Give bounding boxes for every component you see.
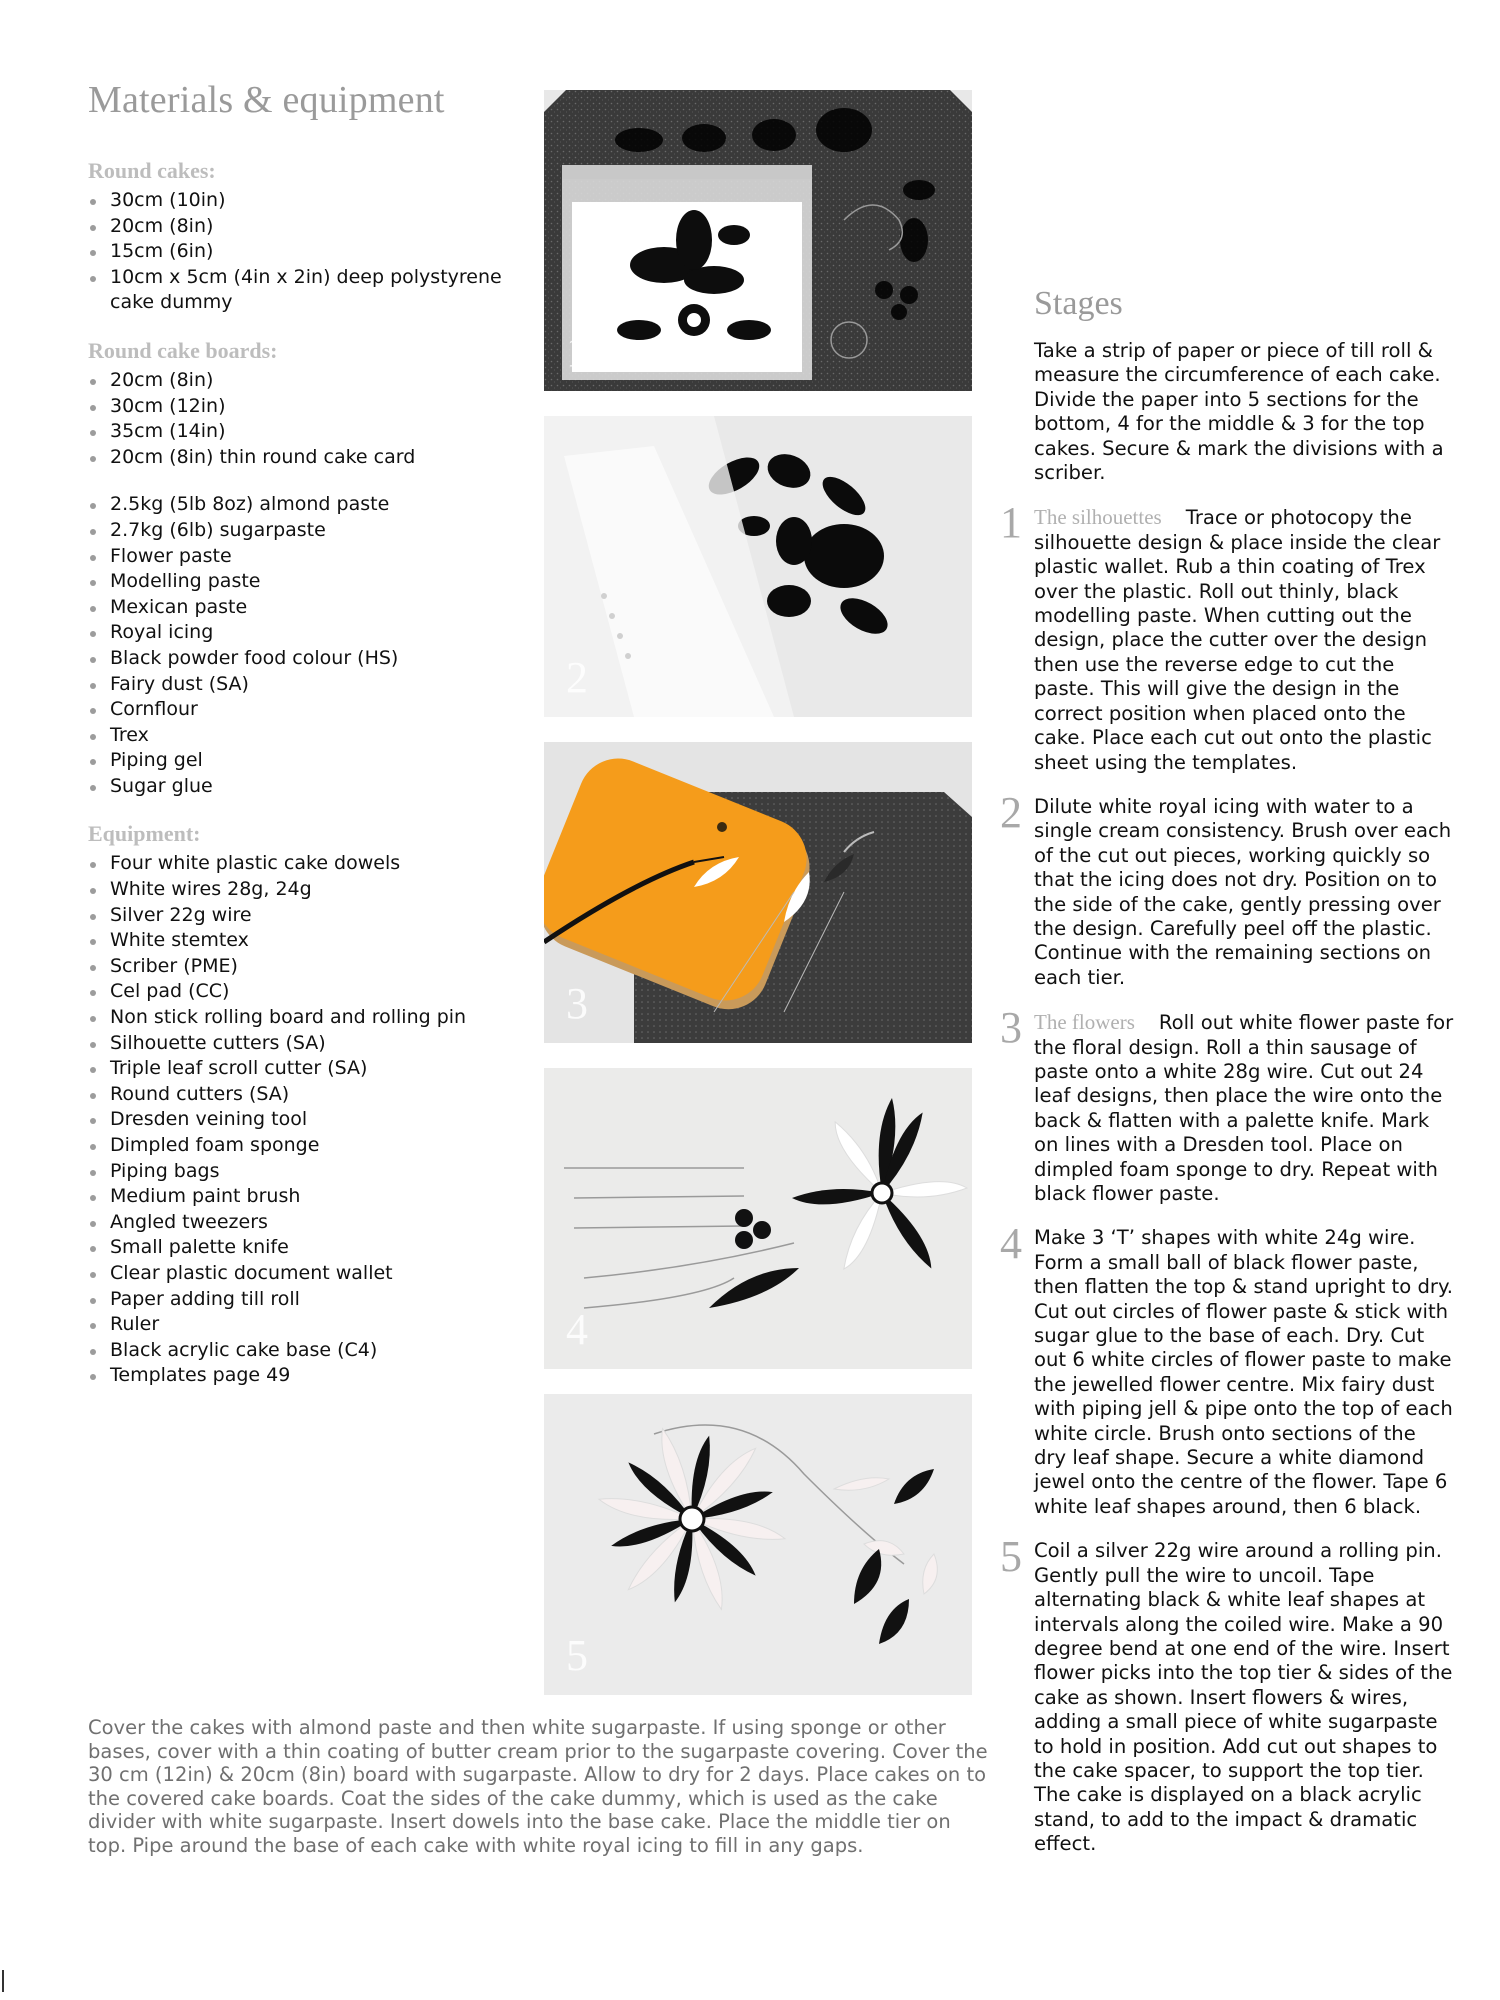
stage-number: 5 (1000, 1532, 1022, 1582)
round-boards-list (88, 368, 508, 470)
list-item: Four white plastic cake dowels (88, 851, 508, 877)
equipment-heading: Equipment: (88, 821, 201, 847)
round-boards-heading: Round cake boards: (88, 337, 278, 363)
materials-title: Materials & equipment (88, 79, 445, 121)
photo-number: 5 (566, 1631, 588, 1680)
list-item: White stemtex (88, 928, 508, 954)
photo-number: 3 (566, 979, 588, 1028)
flower-parts-photo-icon (544, 1068, 972, 1369)
photo-number: 4 (566, 1305, 588, 1354)
list-item: Non stick rolling board and rolling pin (88, 1005, 508, 1031)
photo-number: 2 (566, 653, 588, 702)
list-item: Modelling paste (88, 569, 508, 595)
stage-number: 3 (1000, 1003, 1022, 1053)
stage-3 (1000, 1003, 1454, 1206)
equipment-list (88, 851, 508, 1388)
list-item: Templates page 49 (88, 1363, 508, 1389)
stage-1 (1000, 498, 1454, 774)
stage-number: 4 (1000, 1219, 1022, 1269)
list-item: 30cm (10in) (88, 188, 508, 214)
list-item: 10cm x 5cm (4in x 2in) deep polystyrene cake dummy (88, 265, 508, 316)
stage-number: 2 (1000, 787, 1022, 837)
stage-number: 1 (1000, 498, 1022, 548)
stages-title: Stages (1034, 285, 1123, 322)
list-item: Trex (88, 723, 508, 749)
list-item: Cornflour (88, 697, 508, 723)
list-item: 30cm (12in) (88, 394, 508, 420)
photo-stage-4 (544, 1068, 972, 1369)
ingredients-list (88, 492, 508, 799)
list-item: Triple leaf scroll cutter (SA) (88, 1056, 508, 1082)
list-item: 20cm (8in) thin round cake card (88, 445, 508, 471)
stage-text: Make 3 ‘T’ shapes with white 24g wire. Form a small ball of black flower paste, then flatten the top & stand upright to dry. Cut out circles of flower paste & stick with sugar glue to the base of each. Dry. Cut out 6 white circles of flower paste to make the jewelled flower centre. Mix fairy dust with piping jell & pipe onto the top of each white circle. Brush onto sections of the dry leaf shape. Secure a white diamond jewel onto the centre of the flower. Tape 6 white leaf shapes around, then 6 black. (1034, 1226, 1453, 1518)
cutter-board-photo-icon (544, 90, 972, 391)
stages-intro: Take a strip of paper or piece of till roll & measure the circumference of each cake. Divide the paper into 5 sections for the bottom, 4 for the middle & 3 for the top cakes. Secure & mark the divisions with a scriber. (1034, 339, 1444, 485)
list-item: Piping gel (88, 748, 508, 774)
stage-4 (1000, 1219, 1454, 1519)
list-item: Mexican paste (88, 595, 508, 621)
stage-text: Roll out white flower paste for the floral design. Roll a thin sausage of paste onto a white 28g wire. Cut out 24 leaf designs, then place the wire onto the back & flatten with a palette knife. Mark on lines with a Dresden tool. Place on dimpled foam sponge to dry. Repeat with black flower paste. (1034, 1011, 1454, 1205)
list-item: Round cutters (SA) (88, 1082, 508, 1108)
list-item: 20cm (8in) (88, 368, 508, 394)
round-cakes-heading: Round cakes: (88, 158, 216, 183)
page-edge-mark (2, 1970, 4, 1992)
list-item: Flower paste (88, 544, 508, 570)
list-item: Fairy dust (SA) (88, 672, 508, 698)
list-item: Dimpled foam sponge (88, 1133, 508, 1159)
stage-text: Coil a silver 22g wire around a rolling pin. Gently pull the wire to uncoil. Tape alternating black & white leaf shapes at intervals along the coiled wire. Make a 90 degree bend at one end of the wire. Insert flower picks into the top tier & sides of the cake as shown. Insert flowers & wires, adding a small piece of white sugarpaste to hold in position. Add cut out shapes to the cake spacer, to support the top tier. The cake is displayed on a black acrylic stand, to add to the impact & dramatic effect. (1034, 1539, 1453, 1856)
list-item: Silver 22g wire (88, 903, 508, 929)
list-item: 2.7kg (6lb) sugarpaste (88, 518, 508, 544)
plastic-wallet-photo-icon (544, 416, 972, 717)
cover-instructions: Cover the cakes with almond paste and then white sugarpaste. If using sponge or other bases, cover with a thin coating of butter cream prior to the sugarpaste covering. Cover the 30 cm (12in) & 20cm (8in) board with sugarpaste. Allow to dry for 2 days. Place cakes on to the covered cake boards. Coat the sides of the cake dummy, which is used as the cake divider with white sugarpaste. Insert dowels into the base cake. Place the middle tier on top. Pipe around the base of each cake with white royal icing to fill in any gaps. (88, 1716, 988, 1857)
stage-2 (1000, 787, 1454, 990)
round-cakes-list (88, 188, 508, 316)
list-item: Sugar glue (88, 774, 508, 800)
photo-number: 1 (566, 327, 588, 376)
list-item: Scriber (PME) (88, 954, 508, 980)
list-item: Ruler (88, 1312, 508, 1338)
list-item: Black powder food colour (HS) (88, 646, 508, 672)
list-item: Paper adding till roll (88, 1287, 508, 1313)
list-item: 15cm (6in) (88, 239, 508, 265)
stages-section (1000, 285, 1454, 1857)
list-item: Black acrylic cake base (C4) (88, 1338, 508, 1364)
finished-flower-photo-icon (544, 1394, 972, 1695)
list-item: Silhouette cutters (SA) (88, 1031, 508, 1057)
photo-stage-1 (544, 90, 972, 391)
list-item: 2.5kg (5lb 8oz) almond paste (88, 492, 508, 518)
stage-text: Dilute white royal icing with water to a single cream consistency. Brush over each of the cut out pieces, working quickly so that the icing does not dry. Position on to the side of the cake, gently pressing over the design. Carefully peel off the plastic. Continue with the remaining sections on each tier. (1034, 794, 1452, 989)
stage-text: Trace or photocopy the silhouette design & place inside the clear plastic wallet. Rub a thin coating of Trex over the plastic. Roll out thinly, black modelling paste. When cutting out the design, place the cutter over the design then use the reverse edge to cut the paste. This will give the design in the correct position when placed onto the cake. Place each cut out onto the plastic sheet using the templates. (1034, 506, 1441, 774)
cel-pad-photo-icon (544, 742, 972, 1043)
list-item: Medium paint brush (88, 1184, 508, 1210)
photo-stage-2 (544, 416, 972, 717)
stage-title: The silhouettes (1034, 505, 1162, 530)
list-item: Angled tweezers (88, 1210, 508, 1236)
stage-title: The flowers (1034, 1010, 1135, 1035)
stage-5 (1000, 1532, 1454, 1856)
list-item: 20cm (8in) (88, 214, 508, 240)
list-item: White wires 28g, 24g (88, 877, 508, 903)
list-item: Clear plastic document wallet (88, 1261, 508, 1287)
list-item: Small palette knife (88, 1235, 508, 1261)
photo-stage-5 (544, 1394, 972, 1695)
list-item: Royal icing (88, 620, 508, 646)
list-item: Cel pad (CC) (88, 979, 508, 1005)
list-item: Dresden veining tool (88, 1107, 508, 1133)
list-item: Piping bags (88, 1159, 508, 1185)
materials-section (88, 78, 508, 1389)
list-item: 35cm (14in) (88, 419, 508, 445)
photo-stage-3 (544, 742, 972, 1043)
